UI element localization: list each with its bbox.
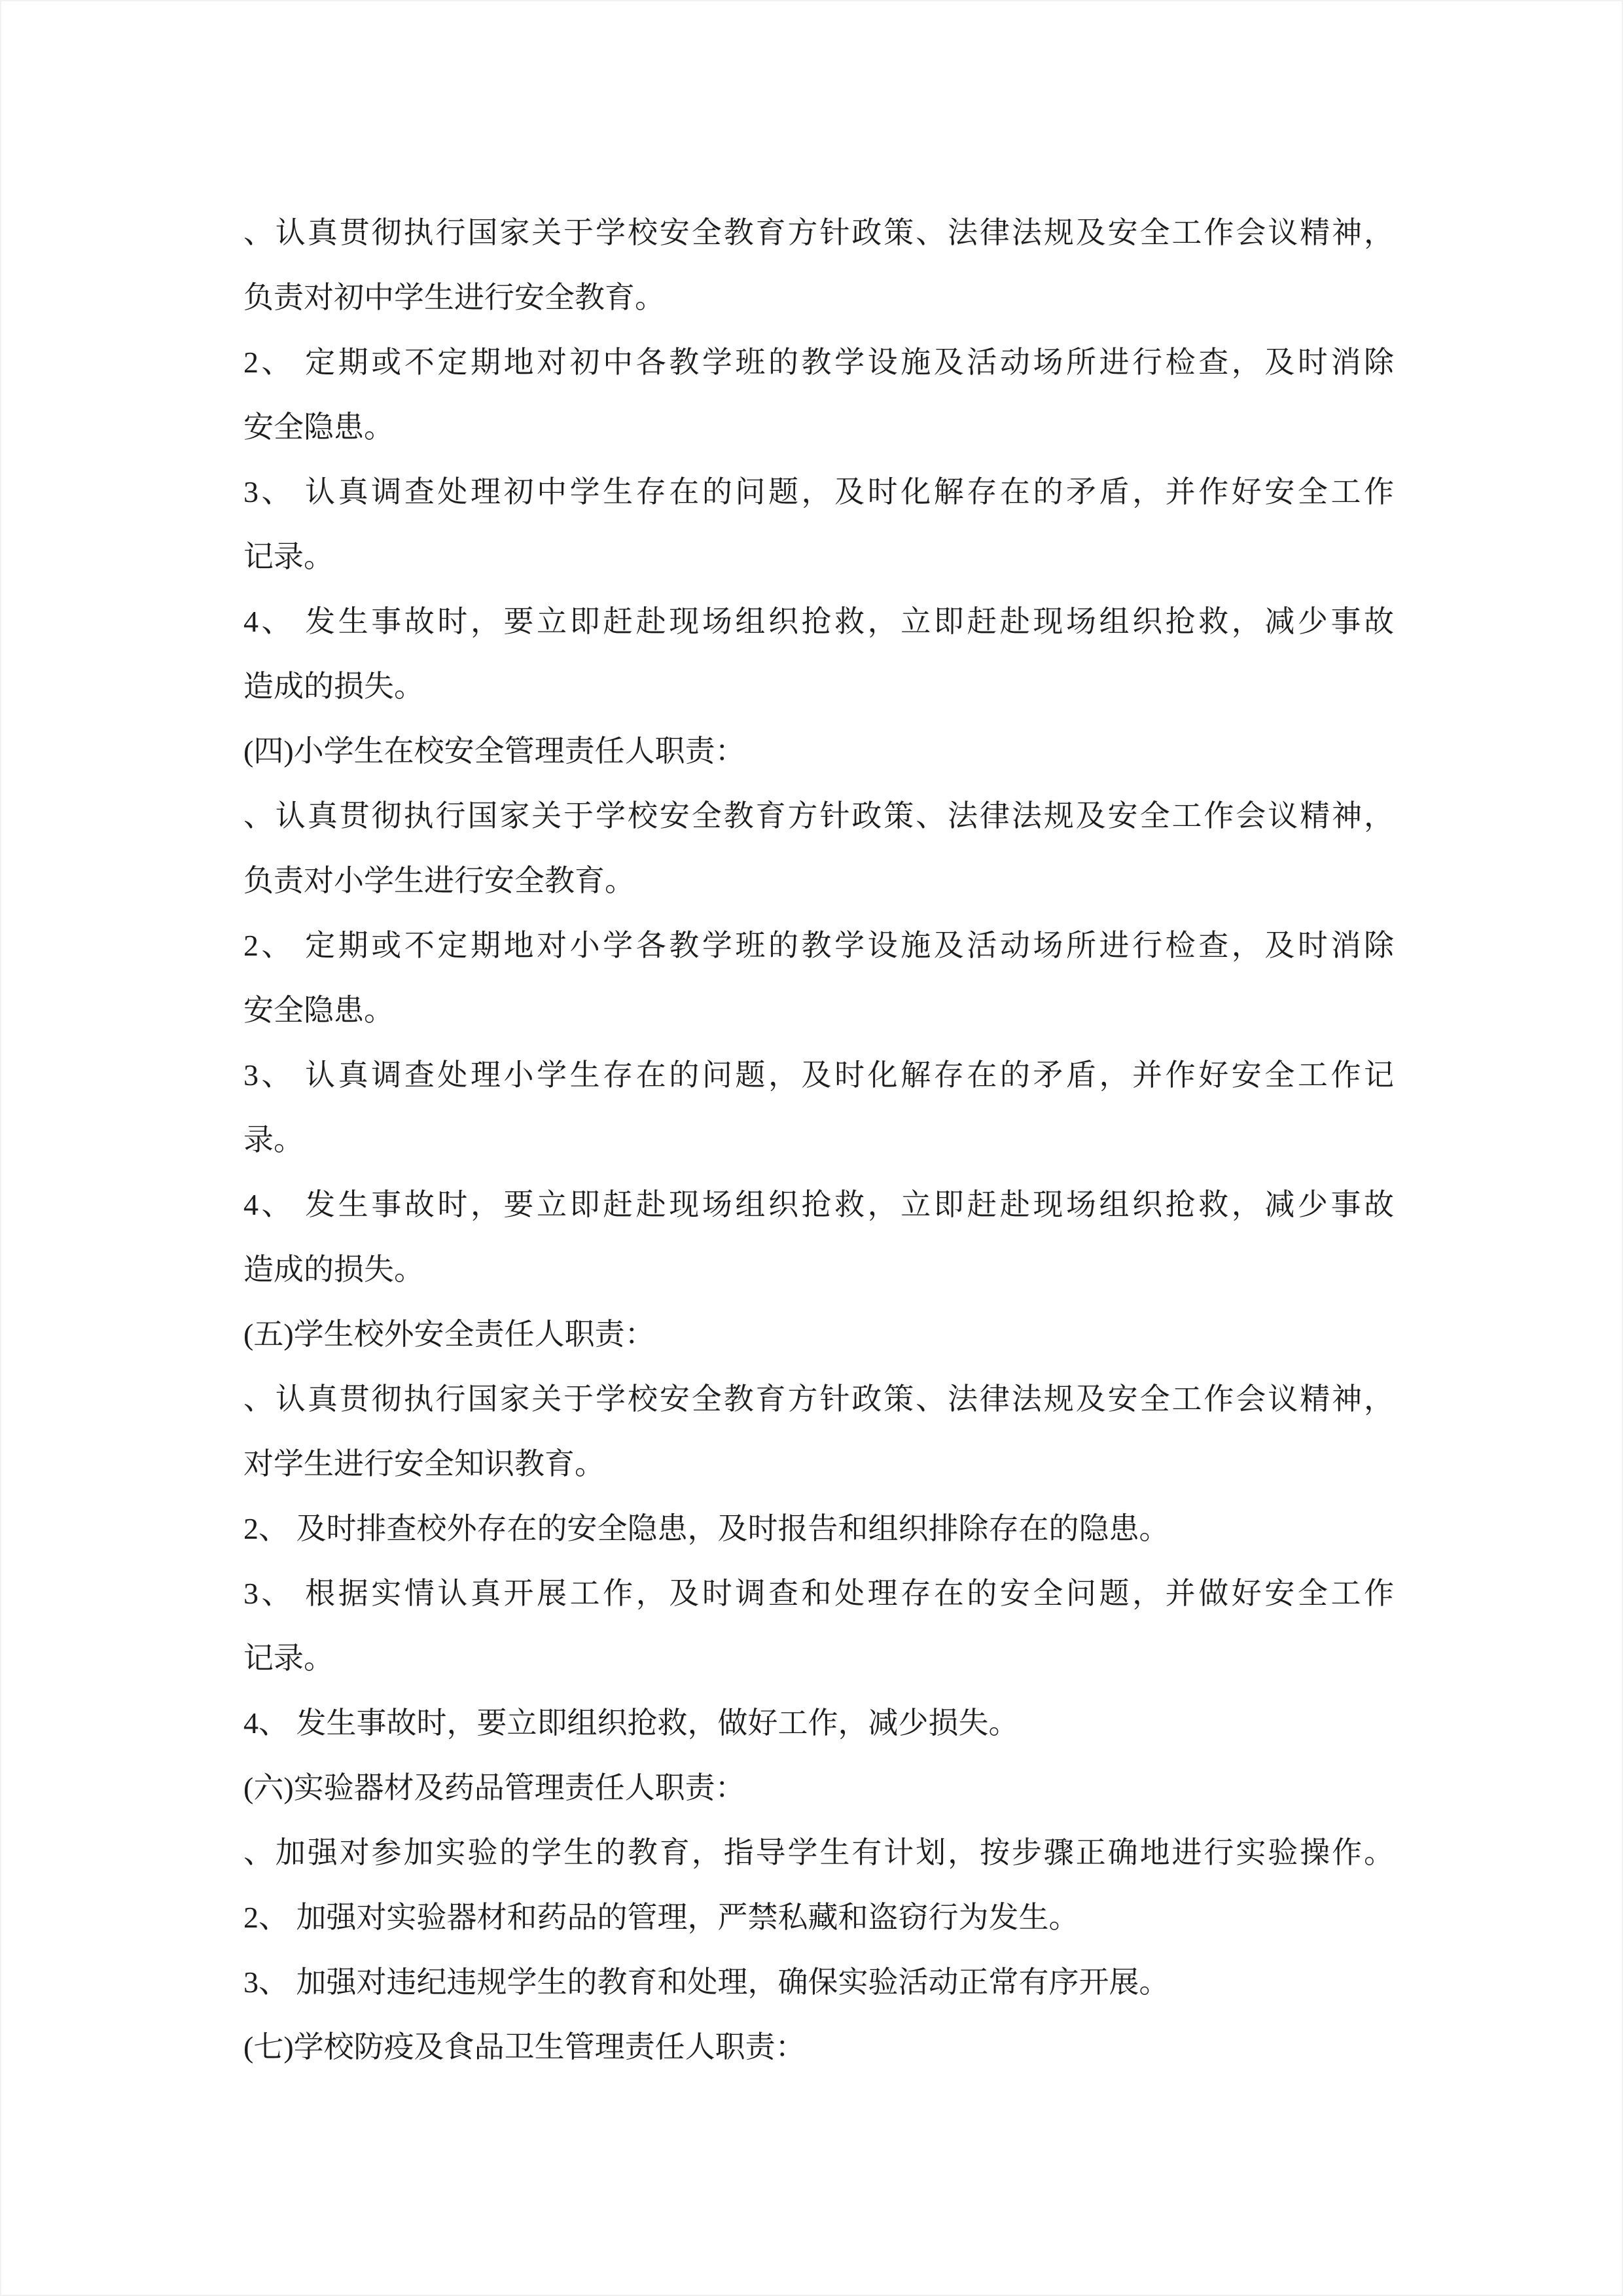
body-line: 负责对小学生进行安全教育。 [243,864,635,897]
body-line: 3、 认真调查处理小学生存在的问题，及时化解存在的矛盾，并作好安全工作记 [243,1058,1394,1092]
body-line: 4、 发生事故时，要立即赶赴现场组织抢救，立即赶赴现场组织抢救，减少事故 [243,605,1394,638]
body-line: 、认真贯彻执行国家关于学校安全教育方针政策、法律法规及安全工作会议精神， [243,216,1394,249]
body-line: 安全隐患。 [243,994,394,1027]
body-line: 造成的损失。 [243,670,424,703]
body-line: 3、 认真调查处理初中学生存在的问题，及时化解存在的矛盾，并作好安全工作 [243,475,1394,509]
body-line: 录。 [243,1123,304,1157]
body-line: 4、 发生事故时，要立即赶赴现场组织抢救，立即赶赴现场组织抢救，减少事故 [243,1188,1394,1221]
body-line: 、认真贯彻执行国家关于学校安全教育方针政策、法律法规及安全工作会议精神， [243,799,1394,833]
document-content [243,200,1394,2079]
body-line: 安全隐患。 [243,410,394,444]
body-line: 负责对初中学生进行安全教育。 [243,281,665,314]
body-line: 对学生进行安全知识教育。 [243,1447,605,1480]
body-line: 3、 加强对违纪违规学生的教育和处理，确保实验活动正常有序开展。 [243,1965,1169,1999]
body-line: 造成的损失。 [243,1253,424,1286]
body-line: 2、 及时排查校外存在的安全隐患，及时报告和组织排除存在的隐患。 [243,1512,1169,1545]
body-line: 2、 定期或不定期地对小学各教学班的教学设施及活动场所进行检查，及时消除 [243,929,1394,962]
body-line: 、认真贯彻执行国家关于学校安全教育方针政策、法律法规及安全工作会议精神， [243,1382,1394,1416]
section-heading: (四)小学生在校安全管理责任人职责： [243,734,745,768]
body-line: 3、 根据实情认真开展工作，及时调查和处理存在的安全问题，并做好安全工作 [243,1577,1394,1610]
section-heading: (六)实验器材及药品管理责任人职责： [243,1771,745,1804]
body-line: 4、 发生事故时，要立即组织抢救，做好工作，减少损失。 [243,1706,1019,1740]
section-heading: (七)学校防疫及食品卫生管理责任人职责： [243,2030,806,2064]
body-line: 2、 加强对实验器材和药品的管理，严禁私藏和盗窃行为发生。 [243,1901,1079,1934]
body-line: 、加强对参加实验的学生的教育，指导学生有计划，按步骤正确地进行实验操作。 [243,1836,1394,1869]
body-line: 2、 定期或不定期地对初中各教学班的教学设施及活动场所进行检查，及时消除 [243,346,1394,379]
body-line: 记录。 [243,1641,334,1675]
section-heading: (五)学生校外安全责任人职责： [243,1318,655,1351]
body-line: 记录。 [243,540,334,573]
